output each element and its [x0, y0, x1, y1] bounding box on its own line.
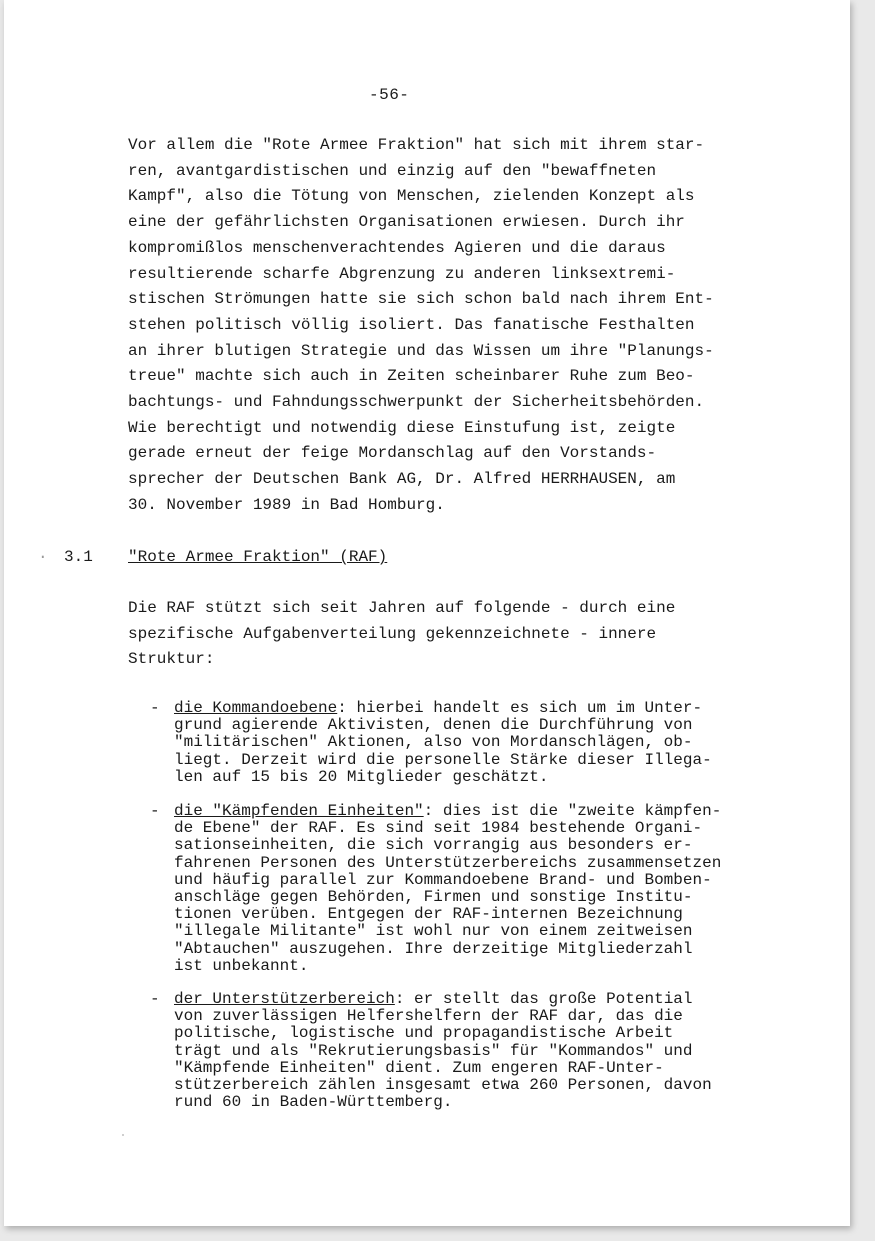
list-item-term: der Unterstützerbereich [174, 990, 395, 1008]
dash-bullet: - [150, 699, 160, 717]
list-item [150, 700, 780, 786]
list-item-description: : er stellt das große Potential von zuverlässigen Helfershelfern der RAF dar, das die politische, logistische und propagandistische Arbeit trägt und als "Rekrutierungsbasis" für "Kommandos" und "Kämpfende Einheiten" dient. Zum engeren RAF-Unter- stützerbereich zählen insgesamt etwa 260 Personen, davon rund 60 in Baden-Württemberg. [174, 990, 712, 1112]
section-title: "Rote Armee Fraktion" (RAF) [128, 548, 388, 566]
dash-bullet: - [150, 990, 160, 1008]
intro-paragraph: Vor allem die "Rote Armee Fraktion" hat sich mit ihrem star- ren, avantgardistischen und einzig auf den "bewaffneten Kampf", also die Tötung von Menschen, zielenden Konzept als eine der gefährlichsten Organisationen erwiesen. Durch ihr kompromißlos menschenverachtendes Agieren und die daraus resultierende scharfe Abgrenzung zu anderen linksextremi- stischen Strömungen hatte sie sich schon bald nach ihrem Ent- stehen politisch völlig isoliert. Das fanatische Festhalten an ihrer blutigen Strategie und das Wissen um ihre "Planungs- treue" machte sich auch in Zeiten scheinbarer Ruhe zum Beo- bachtungs- und Fahndungsschwerpunkt der Sicherheitsbehörden. Wie berechtigt und notwendig diese Einstufung ist, zeigte gerade erneut der feige Mordanschlag auf den Vorstands- sprecher der Deutschen Bank AG, Dr. Alfred HERRHAUSEN, am 30. November 1989 in Bad Homburg. [128, 136, 714, 514]
structure-list-item-3 [150, 991, 780, 1111]
list-item-term: die Kommandoebene [174, 699, 338, 717]
list-item-term: die "Kämpfenden Einheiten" [174, 802, 424, 820]
structure-list-item-2 [150, 803, 780, 975]
lead-paragraph: Die RAF stützt sich seit Jahren auf folgende - durch eine spezifische Aufgabenverteilung gekennzeichnete - innere Struktur: [128, 599, 676, 669]
dash-bullet: - [150, 802, 160, 820]
page-number: -56- [369, 86, 410, 104]
margin-dot-icon: · [38, 548, 48, 566]
document-page [4, 0, 850, 1226]
structure-list-item-1 [150, 700, 780, 786]
list-item-description: : hierbei handelt es sich um im Unter- grund agierende Aktivisten, denen die Durchführung von "militärischen" Aktionen, also von Mordanschlägen, ob- liegt. Derzeit wird die personelle Stärke dieser Illega- len auf 15 bis 20 Mitglieder geschätzt. [174, 699, 712, 786]
list-item [150, 991, 780, 1111]
scan-speck [122, 1134, 124, 1136]
section-heading [4, 548, 850, 572]
list-item [150, 803, 780, 975]
list-item-description: : dies ist die "zweite kämpfen- de Ebene" der RAF. Es sind seit 1984 bestehende Organi- sationseinheiten, die sich vorrangig aus besonders er- fahrenen Personen des Unterstützerbereichs zusammensetzen und häufig parallel zur Kommandoebene Brand- und Bomben- anschläge gegen Behörden, Firmen und sonstige Institu- tionen verüben. Entgegen der RAF-internen Bezeichnung "illegale Militante" ist wohl nur von einem zeitweisen "Abtauchen" auszugehen. Ihre derzeitige Mitgliederzahl ist unbekannt. [174, 802, 722, 975]
section-number: 3.1 [64, 548, 93, 566]
